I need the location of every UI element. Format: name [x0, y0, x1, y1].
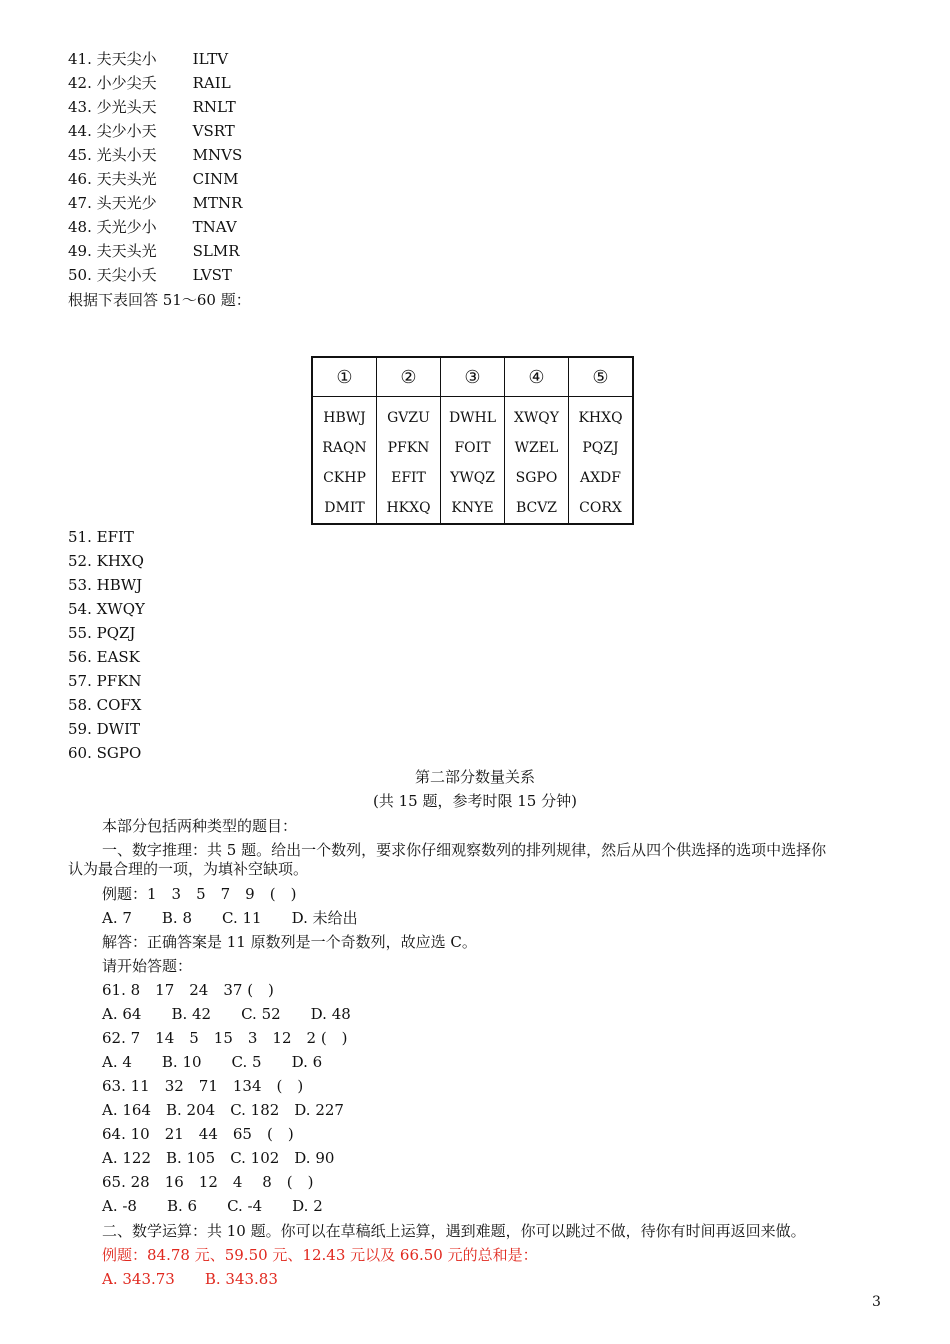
cell-code: XWQY — [513, 410, 560, 426]
table-cell — [377, 397, 441, 525]
cell-code: CKHP — [323, 470, 366, 486]
question-63-options: A. 164 B. 204 C. 182 D. 227 — [102, 1101, 344, 1119]
table-cell — [441, 397, 505, 525]
column-header: ③ — [441, 357, 505, 397]
section-intro: 本部分包括两种类型的题目： — [102, 817, 298, 835]
column-header: ④ — [505, 357, 569, 397]
table-row — [312, 397, 633, 525]
question-65-options: A. -8 B. 6 C. -4 D. 2 — [102, 1197, 323, 1215]
example-options: A. 7 B. 8 C. 11 D. 未给出 — [102, 909, 358, 927]
part2-description: 二、数学运算：共 10 题。你可以在草稿纸上运算，遇到难题，你可以跳过不做，待你有时间再返回来做。 — [102, 1222, 806, 1240]
cell-code: YWQZ — [450, 470, 495, 486]
example2-question: 例题：84.78 元、59.50 元、12.43 元以及 66.50 元的总和是： — [102, 1246, 538, 1264]
list-item: 45. 光头小天 MNVS — [68, 146, 243, 164]
table-cell — [312, 397, 377, 525]
list-item: 54. XWQY — [68, 600, 145, 618]
column-header: ① — [312, 357, 377, 397]
example-question: 例题：1 3 5 7 9 ( ) — [102, 885, 297, 903]
list-item: 55. PQZJ — [68, 624, 136, 642]
question-61-options: A. 64 B. 42 C. 52 D. 48 — [102, 1005, 351, 1023]
column-header: ⑤ — [569, 357, 634, 397]
list-item: 60. SGPO — [68, 744, 142, 762]
list-item: 51. EFIT — [68, 528, 134, 546]
list-item: 57. PFKN — [68, 672, 142, 690]
question-62-options: A. 4 B. 10 C. 5 D. 6 — [102, 1053, 323, 1071]
cell-code: PFKN — [387, 440, 430, 456]
cell-code: FOIT — [454, 440, 491, 456]
table-header-row — [312, 357, 633, 397]
list-item: 43. 少光头天 RNLT — [68, 98, 236, 116]
section-subtitle: (共 15 题，参考时限 15 分钟) — [373, 792, 577, 810]
question-62: 62. 7 14 5 15 3 12 2 ( ) — [102, 1029, 348, 1047]
page-number: 3 — [872, 1294, 881, 1310]
cell-code: SGPO — [515, 470, 558, 486]
list-item: 48. 夭光少小 TNAV — [68, 218, 237, 236]
start-prompt: 请开始答题： — [102, 957, 193, 975]
cell-code: WZEL — [514, 440, 559, 456]
question-64-options: A. 122 B. 105 C. 102 D. 90 — [102, 1149, 335, 1167]
column-header: ② — [377, 357, 441, 397]
cell-code: DMIT — [324, 500, 365, 516]
cell-code: GVZU — [387, 410, 430, 426]
list-item: 52. KHXQ — [68, 552, 144, 570]
table-cell — [569, 397, 634, 525]
example-answer: 解答：正确答案是 11 原数列是一个奇数列，故应选 C。 — [102, 933, 477, 951]
question-64: 64. 10 21 44 65 ( ) — [102, 1125, 294, 1143]
section-title: 第二部分数量关系 — [414, 768, 535, 786]
cell-code: KNYE — [451, 500, 494, 516]
code-table — [311, 356, 634, 525]
list-item: 58. COFX — [68, 696, 142, 714]
question-65: 65. 28 16 12 4 8 ( ) — [102, 1173, 314, 1191]
part1-description: 一、数字推理：共 5 题。给出一个数列，要求你仔细观察数列的排列规律，然后从四个供选择的选项中选择你 — [102, 841, 827, 859]
cell-code: BCVZ — [515, 500, 558, 516]
list-item: 59. DWIT — [68, 720, 140, 738]
cell-code: KHXQ — [578, 410, 623, 426]
cell-code: PQZJ — [582, 440, 619, 456]
part1-description-cont: 认为最合理的一项，为填补空缺项。 — [68, 860, 309, 878]
list-item: 41. 夫天尖小 ILTV — [68, 50, 229, 68]
list-item: 50. 天尖小夭 LVST — [68, 266, 232, 284]
table-intro: 根据下表回答 51～60 题： — [68, 291, 251, 309]
list-item: 53. HBWJ — [68, 576, 143, 594]
cell-code: HBWJ — [323, 410, 366, 426]
question-63: 63. 11 32 71 134 ( ) — [102, 1077, 304, 1095]
example2-options: A. 343.73 B. 343.83 — [102, 1270, 278, 1288]
list-item: 56. EASK — [68, 648, 140, 666]
cell-code: RAQN — [322, 440, 367, 456]
list-item: 42. 小少尖夭 RAIL — [68, 74, 231, 92]
list-item: 49. 夫天头光 SLMR — [68, 242, 240, 260]
question-61: 61. 8 17 24 37 ( ) — [102, 981, 274, 999]
cell-code: CORX — [579, 500, 622, 516]
list-item: 46. 天夫头光 CINM — [68, 170, 239, 188]
cell-code: EFIT — [391, 470, 426, 486]
list-item: 44. 尖少小天 VSRT — [68, 122, 235, 140]
list-item: 47. 头天光少 MTNR — [68, 194, 243, 212]
cell-code: HKXQ — [386, 500, 431, 516]
cell-code: DWHL — [448, 410, 497, 426]
table-cell — [505, 397, 569, 525]
cell-code: AXDF — [579, 470, 621, 486]
